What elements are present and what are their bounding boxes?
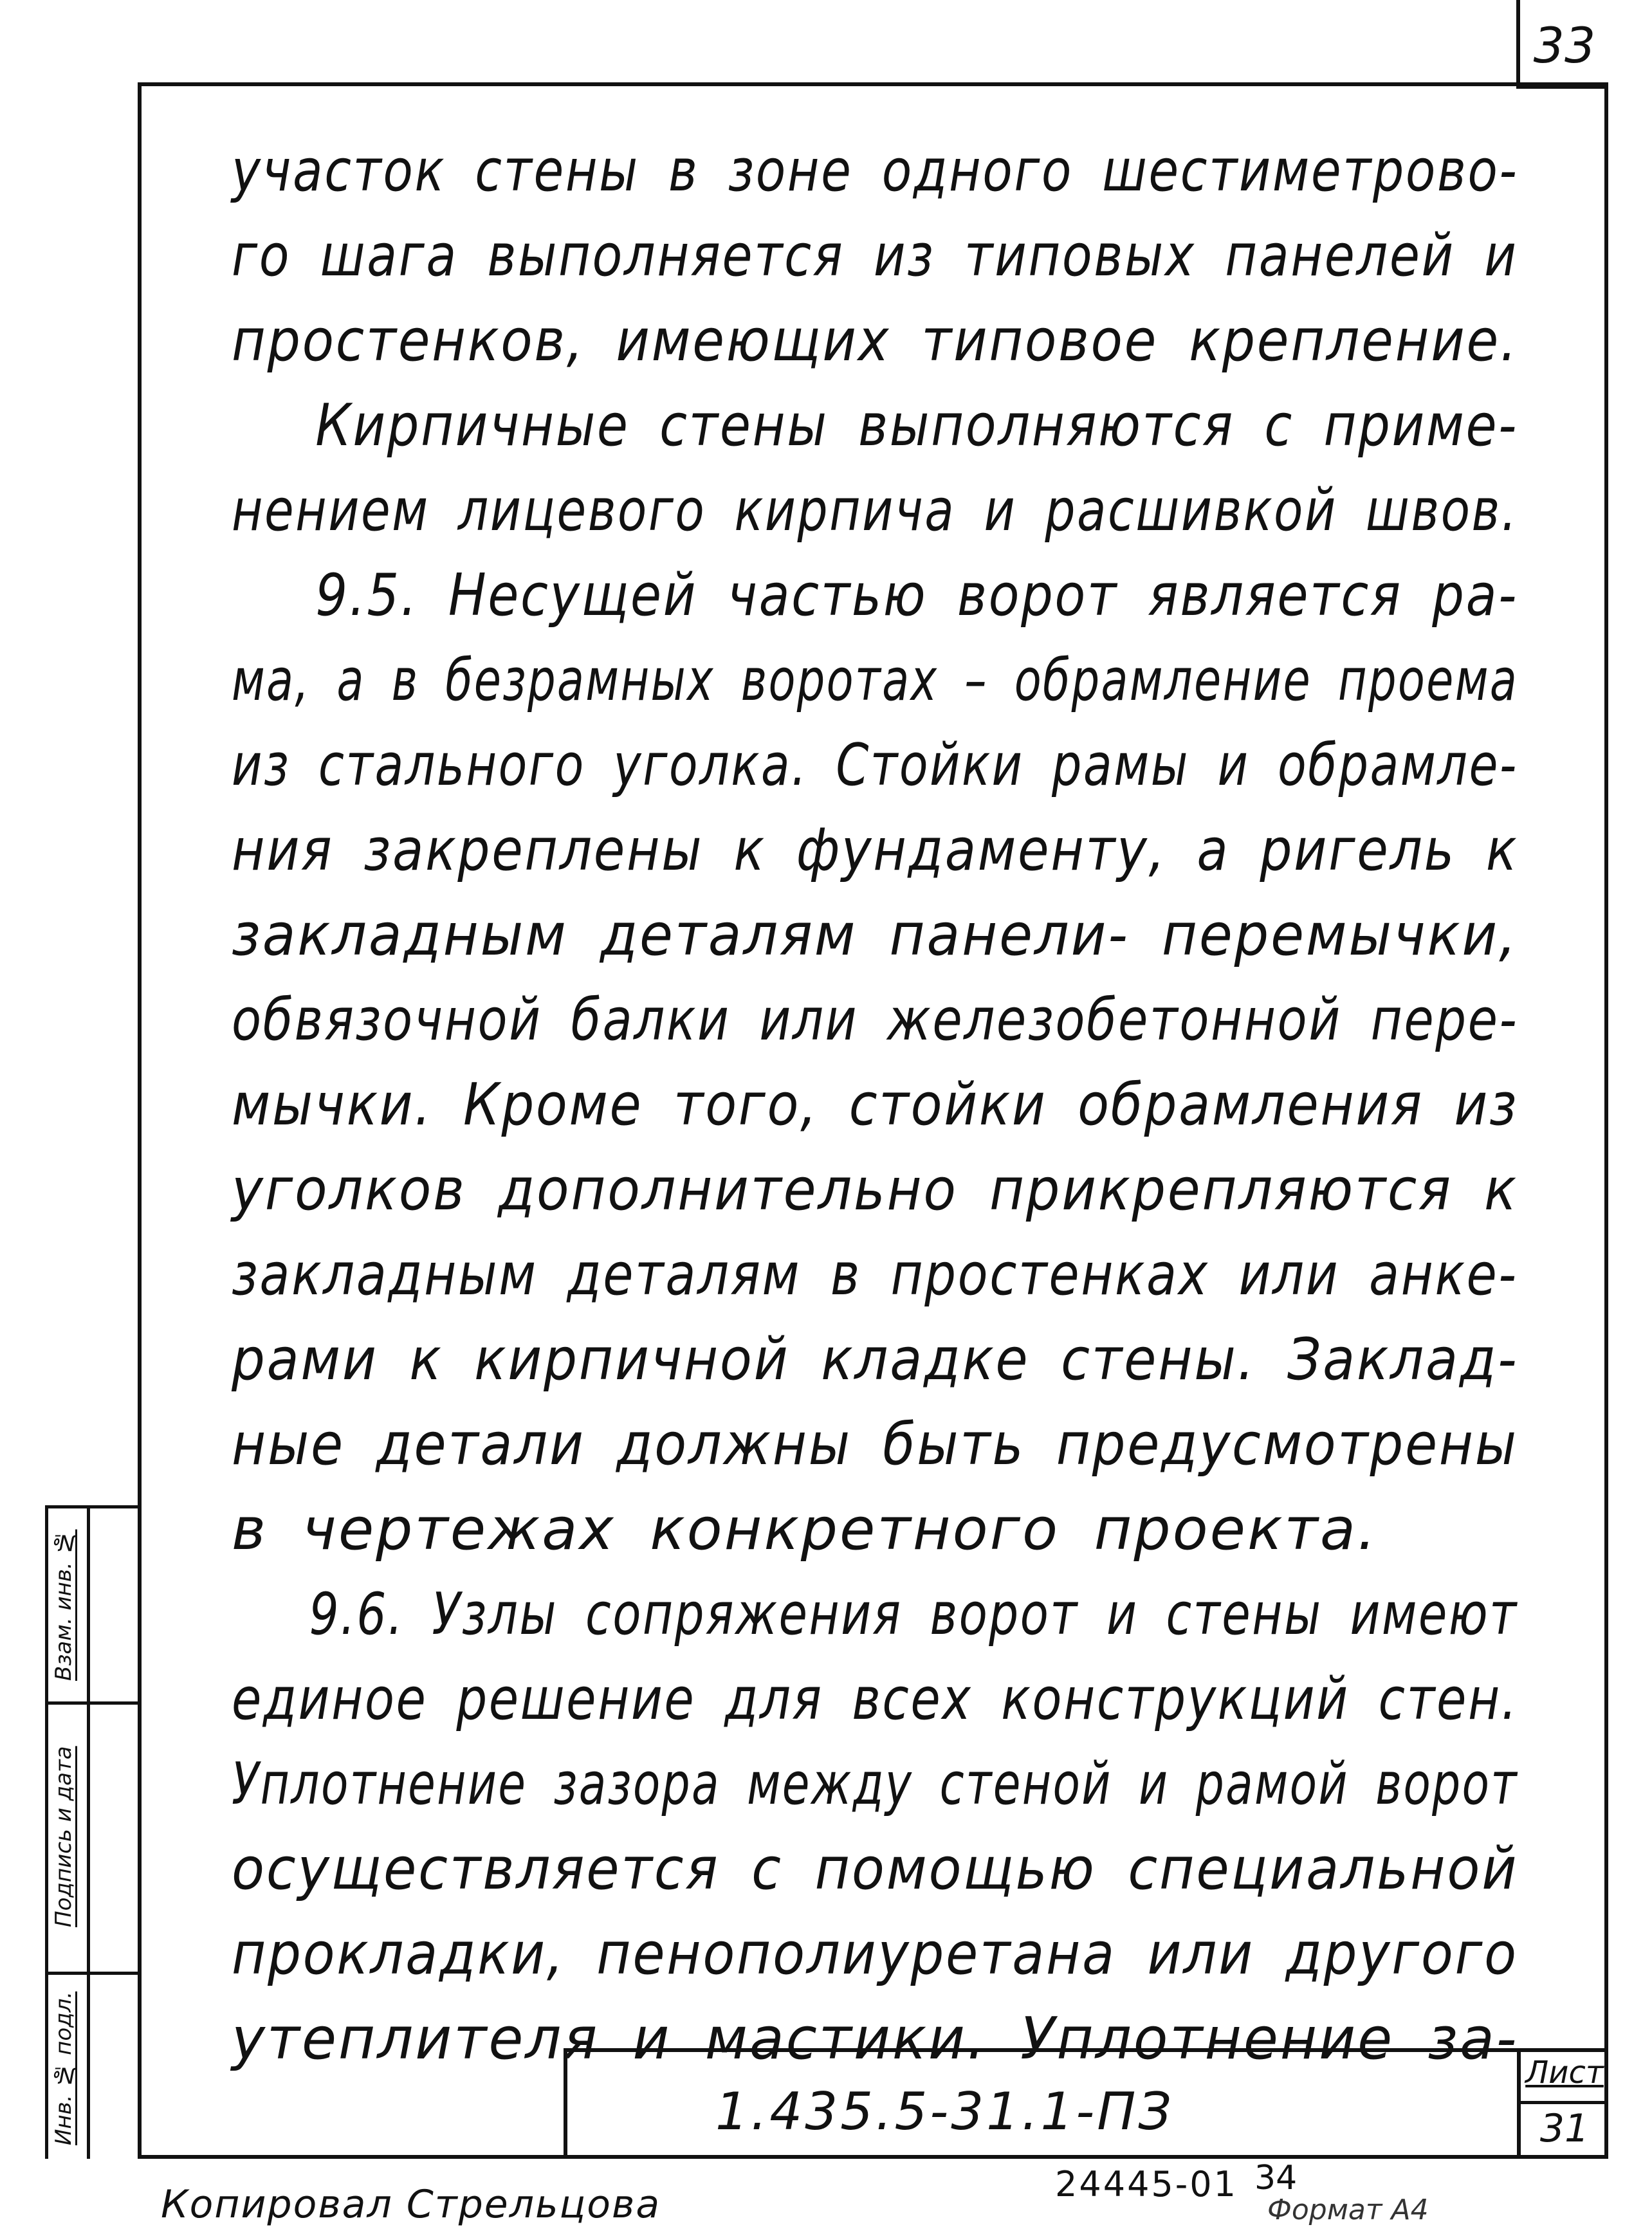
body-line: ма, а в безрамных воротах – обрамление проема [232,646,1519,714]
stamp-divider [48,1972,138,1975]
body-line: закладным деталям в простенках или анке- [232,1241,1518,1308]
format-label: Формат А4 [1267,2194,1429,2226]
corner-divider-horizontal [1516,85,1608,89]
body-line: простенков, имеющих типовое крепление. [232,307,1519,374]
sheet-number: 31 [1539,2106,1590,2151]
stamp-replacement-inv: Взам. инв. № [51,1529,77,1681]
sheet-cell [1517,2052,1608,2159]
body-line: ные детали должны быть предусмотрены [232,1411,1518,1478]
body-line: уголков дополнительно прикрепляются к [232,1156,1518,1223]
body-line: в чертежах конкретного проекта. [232,1496,1378,1563]
body-line: обвязочной балки или железобетонной пере- [232,986,1519,1054]
body-line: из стального уголка. Стойки рамы и обрамле- [232,731,1518,799]
order-sheet: 34 [1254,2159,1298,2197]
body-line: единое решение для всех конструкций стен. [232,1665,1519,1733]
document-body [232,129,1518,2082]
body-line: Уплотнение зазора между стеной и рамой ворот [232,1750,1518,1818]
order-number: 24445-01 [1055,2164,1238,2204]
body-line: мычки. Кроме того, стойки обрамления из [232,1071,1519,1139]
body-line: утеплителя и мастики. Уплотнение за- [232,2005,1519,2073]
document-code: 1.435.5-31.1-ПЗ [715,2082,1174,2141]
body-line: осуществляется с помощью специальной [232,1835,1519,1903]
copier-note: Копировал Стрельцова [161,2182,661,2227]
stamp-signature-date: Подпись и дата [51,1746,77,1927]
body-line: нением лицевого кирпича и расшивкой швов. [232,477,1518,544]
margin-stamp [45,1505,138,2159]
body-line: рами к кирпичной кладке стены. Заклад- [232,1326,1519,1393]
stamp-divider [48,1701,138,1705]
body-line: го шага выполняется из типовых панелей и [232,222,1518,289]
body-line: 9.6. Узлы сопряжения ворот и стены имеют [309,1581,1518,1648]
body-line: ния закреплены к фундаменту, а ригель к [232,816,1519,884]
title-block [564,2048,1608,2159]
stamp-inv-original: Инв. № подл. [51,1991,77,2145]
corner-divider [1516,0,1520,89]
body-line: прокладки, пенополиуретана или другого [232,1920,1518,1988]
body-line: закладным деталям панели- перемычки, [232,901,1518,969]
body-line: Кирпичные стены выполняются с приме- [315,392,1518,459]
stamp-divider [87,1508,90,2159]
body-line: участок стены в зоне одного шестиметрово- [232,137,1519,205]
page-number: 33 [1533,17,1596,74]
body-line: 9.5. Несущей частью ворот является ра- [315,562,1518,629]
sheet-label: Лист [1525,2055,1604,2091]
sheet-divider [1521,2101,1608,2104]
